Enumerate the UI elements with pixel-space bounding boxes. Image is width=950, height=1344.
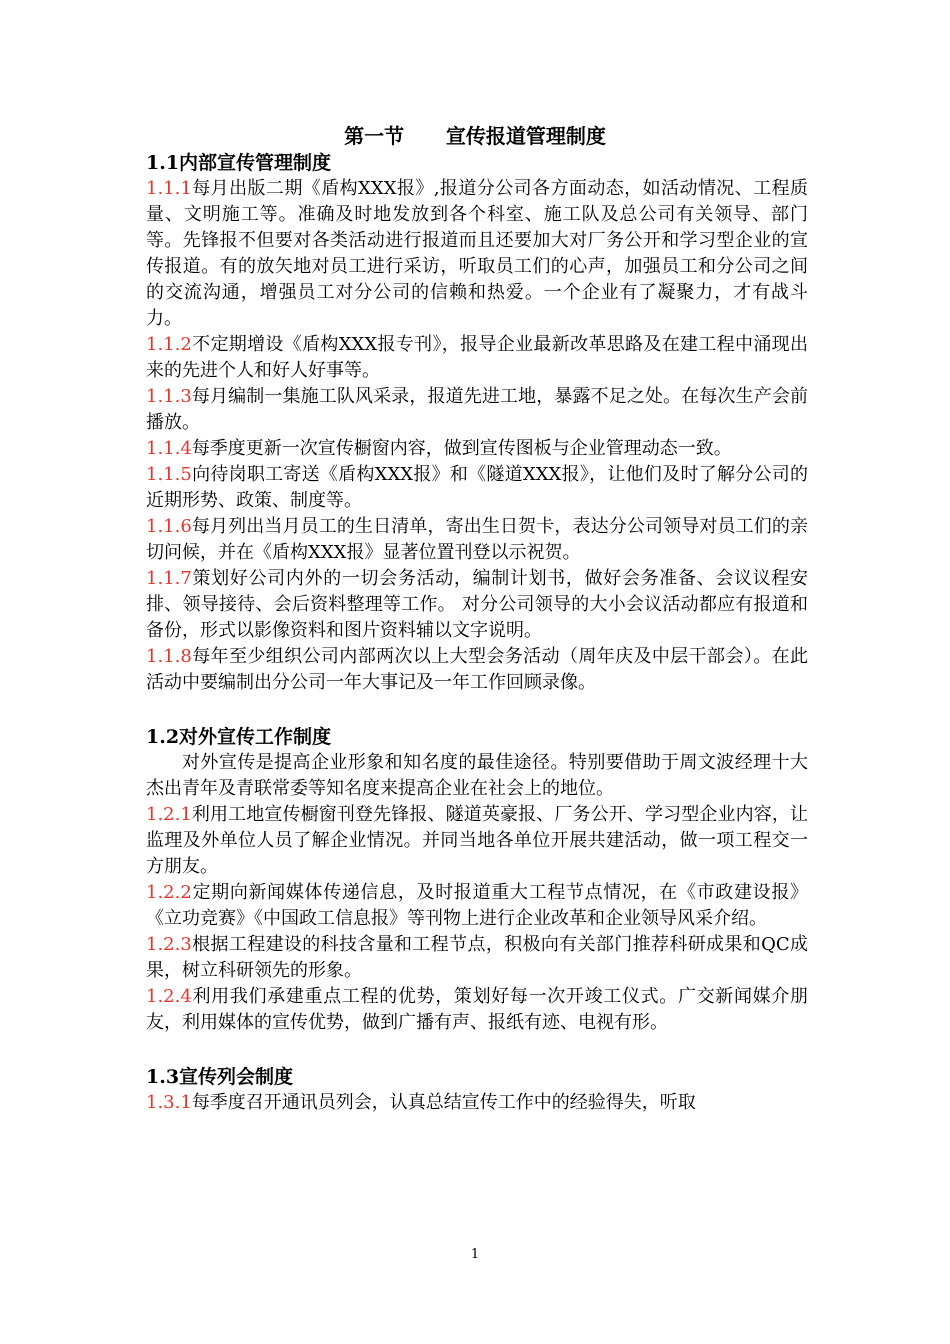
clause-number: 1.1.6 — [146, 516, 192, 537]
clause-text: 利用我们承建重点工程的优势，策划好每一次开竣工仪式。广交新闻媒介朋友，利用媒体的宣传优势，做到广播有声、报纸有迹、电视有形。 — [146, 986, 808, 1033]
clause-number: 1.1.1 — [146, 178, 192, 199]
clause-1-1-3 — [146, 384, 808, 436]
section-heading-1-3: 1.3宣传列会制度 — [146, 1066, 294, 1088]
clause-1-2-1 — [146, 802, 808, 880]
clause-text: 根据工程建设的科技含量和工程节点，积极向有关部门推荐科研成果和QC成果，树立科研领先的形象。 — [146, 934, 808, 981]
clause-1-1-4 — [146, 436, 808, 462]
clause-number: 1.2.3 — [146, 934, 192, 955]
clause-text: 不定期增设《盾构XXX报专刊》，报导企业最新改革思路及在建工程中涌现出来的先进个人和好人好事等。 — [146, 334, 808, 381]
section-intro: 对外宣传是提高企业形象和知名度的最佳途径。特别要借助于周文波经理十大杰出青年及青联常委等知名度来提高企业在社会上的地位。 — [146, 752, 808, 799]
clause-text: 策划好公司内外的一切会务活动，编制计划书，做好会务准备、会议议程安排、领导接待、会后资料整理等工作。 对分公司领导的大小会议活动都应有报道和备份，形式以影像资料和图片资料辅以文字说明。 — [146, 568, 808, 641]
clause-1-1-5 — [146, 462, 808, 514]
clause-1-2-2 — [146, 880, 808, 932]
clause-text: 每月出版二期《盾构XXX报》,报道分公司各方面动态，如活动情况、工程质量、文明施工等。准确及时地发放到各个科室、施工队及总公司有关领导、部门等。先锋报不但要对各类活动进行报道而且还要加大对厂务公开和学习型企业的宣传报道。有的放矢地对员工进行采访，听取员工们的心声，加强员工和分公司之间的交流沟通，增强员工对分公司的信赖和热爱。一个企业有了凝聚力，才有战斗力。 — [146, 178, 808, 329]
clause-number: 1.2.2 — [146, 882, 192, 903]
clause-1-1-1 — [146, 176, 808, 332]
clause-text: 每月列出当月员工的生日清单，寄出生日贺卡，表达分公司领导对员工们的亲切问候，并在《盾构XXX报》显著位置刊登以示祝贺。 — [146, 516, 808, 563]
section-spacer — [146, 1036, 808, 1064]
document-body — [146, 150, 808, 1116]
section-spacer — [146, 696, 808, 724]
clause-number: 1.1.8 — [146, 646, 192, 667]
clause-1-1-7 — [146, 566, 808, 644]
section-title: 第一节 宣传报道管理制度 — [344, 124, 606, 148]
clause-1-3-1 — [146, 1090, 808, 1116]
section-heading-1-2: 1.2对外宣传工作制度 — [146, 726, 332, 748]
clause-1-2-3 — [146, 932, 808, 984]
page-number: 1 — [470, 1247, 480, 1262]
clause-1-1-8 — [146, 644, 808, 696]
clause-number: 1.1.5 — [146, 464, 192, 485]
clause-number: 1.1.4 — [146, 438, 192, 459]
clause-text: 每月编制一集施工队风采录，报道先进工地，暴露不足之处。在每次生产会前播放。 — [146, 386, 808, 433]
clause-1-2-4 — [146, 984, 808, 1036]
clause-text: 定期向新闻媒体传递信息，及时报道重大工程节点情况，在《市政建设报》《立功竞赛》《中国政工信息报》等刊物上进行企业改革和企业领导风采介绍。 — [146, 882, 808, 929]
clause-1-1-6 — [146, 514, 808, 566]
clause-number: 1.3.1 — [146, 1092, 192, 1113]
section-heading-1-1: 1.1内部宣传管理制度 — [146, 152, 332, 174]
clause-text: 每季度更新一次宣传橱窗内容，做到宣传图板与企业管理动态一致。 — [191, 438, 732, 459]
clause-number: 1.1.7 — [146, 568, 192, 589]
clause-number: 1.2.4 — [146, 986, 192, 1007]
clause-text: 每年至少组织公司内部两次以上大型会务活动（周年庆及中层干部会）。在此活动中要编制出分公司一年大事记及一年工作回顾录像。 — [146, 646, 808, 693]
clause-text: 向待岗职工寄送《盾构XXX报》和《隧道XXX报》，让他们及时了解分公司的近期形势、政策、制度等。 — [146, 464, 808, 511]
clause-number: 1.2.1 — [146, 804, 192, 825]
clause-1-1-2 — [146, 332, 808, 384]
clause-number: 1.1.3 — [146, 386, 192, 407]
clause-text: 利用工地宣传橱窗刊登先锋报、隧道英豪报、厂务公开、学习型企业内容，让监理及外单位人员了解企业情况。并同当地各单位开展共建活动，做一项工程交一方朋友。 — [146, 804, 808, 877]
clause-text: 每季度召开通讯员列会，认真总结宣传工作中的经验得失，听取 — [191, 1092, 696, 1113]
clause-number: 1.1.2 — [146, 334, 192, 355]
